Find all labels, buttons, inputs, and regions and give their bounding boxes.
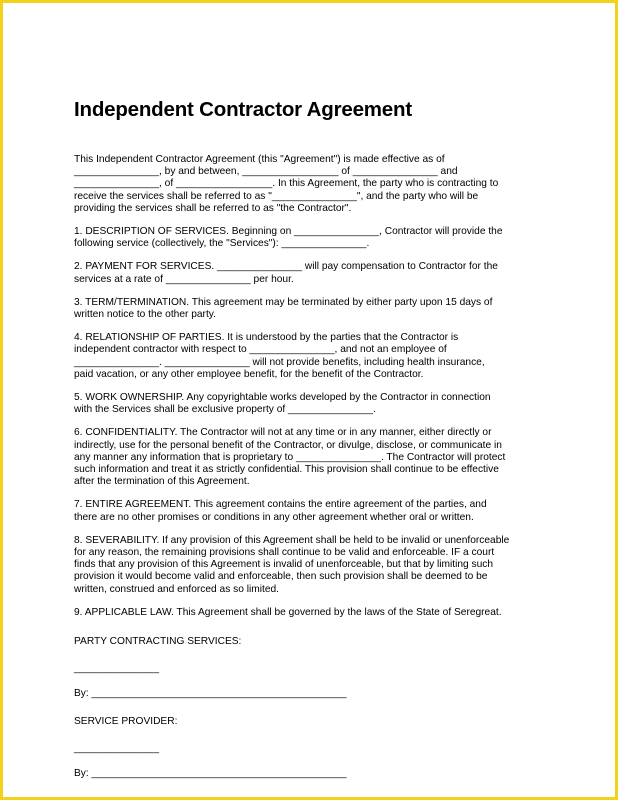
text-line: paid vacation, or any other employee benefit, for the benefit of the Contractor. [74,368,424,380]
text-line: 2. PAYMENT FOR SERVICES. _______________ will pay compensation to Contractor for the [74,261,498,273]
signature-block-contracting-party [74,636,524,699]
text-line: following service (collectively, the "Services"): _______________. [74,238,370,250]
document-title: Independent Contractor Agreement [74,98,412,121]
text-line: indirectly, use for the personal benefit of the Contractor, or divulge, disclose, or communicate in [74,439,502,451]
clause-work-ownership [74,392,524,416]
text-line: 8. SEVERABILITY. If any provision of this Agreement shall be held to be invalid or unenforceable [74,534,510,546]
text-line: finds that any provision of this Agreement is invalid of unenforceable, but that by limiting such [74,559,494,571]
signature-block-service-provider [74,716,524,779]
clause-severability [74,535,524,596]
text-line: with the Services shall be exclusive property of _______________. [74,404,376,416]
text-line: 4. RELATIONSHIP OF PARTIES. It is understood by the parties that the Contractor is [74,332,459,344]
signature-heading: PARTY CONTRACTING SERVICES: [74,636,242,648]
text-line: 3. TERM/TERMINATION. This agreement may be terminated by either party upon 15 days of [74,296,493,308]
signature-by-line: By: _____________________________________________ [74,768,347,780]
text-line: provision it would become valid and enforceable, then such provision shall be deemed to be [74,571,488,583]
clause-confidentiality [74,427,524,488]
document-page [74,98,524,779]
text-line: providing the services shall be referred to as "the Contractor". [74,202,352,214]
text-line: 6. CONFIDENTIALITY. The Contractor will not at any time or in any manner, either directly or [74,427,492,439]
text-line: any manner any information that is proprietary to _______________. The Contractor will protect [74,451,506,463]
signature-name-line: _______________ [74,743,159,755]
text-line: 9. APPLICABLE LAW. This Agreement shall be governed by the laws of the State of Seregreat. [74,606,502,618]
text-line: there are no other promises or conditions in any other agreement whether oral or written. [74,511,474,523]
text-line: for any reason, the remaining provisions shall continue to be valid and enforceable. IF a court [74,547,495,559]
text-line: independent contractor with respect to _______________, and not an employee of [74,344,447,356]
clause-relationship [74,332,524,381]
text-line: _______________, of _________________. In this Agreement, the party who is contracting to [74,178,499,190]
text-line: receive the services shall be referred to as "_______________", and the party who will be [74,190,479,202]
text-line: _______________, by and between, _________________ of _______________ and [74,166,458,178]
text-line: written notice to the other party. [74,309,216,321]
clause-applicable-law [74,607,524,619]
clause-payment [74,261,524,285]
text-line: after the termination of this Agreement. [74,476,250,488]
signature-by-line: By: _____________________________________________ [74,688,347,700]
intro-paragraph [74,154,524,215]
text-line: 5. WORK OWNERSHIP. Any copyrightable works developed by the Contractor in connection [74,392,491,404]
signature-name-line: _______________ [74,663,159,675]
clause-entire-agreement [74,499,524,523]
text-line: such information and treat it as strictly confidential. This provision shall continue to be effective [74,464,499,476]
text-line: This Independent Contractor Agreement (this "Agreement") is made effective as of [74,154,445,165]
text-line: _______________. _______________ will not provide benefits, including health insurance, [74,356,485,368]
text-line: services at a rate of _______________ per hour. [74,273,294,285]
clause-term-termination [74,297,524,321]
signature-heading: SERVICE PROVIDER: [74,716,178,728]
clause-description-of-services [74,226,524,250]
text-line: 7. ENTIRE AGREEMENT. This agreement contains the entire agreement of the parties, and [74,499,487,511]
text-line: written, construed and enforced as so limited. [74,583,279,595]
text-line: 1. DESCRIPTION OF SERVICES. Beginning on _______________, Contractor will provide the [74,226,503,238]
